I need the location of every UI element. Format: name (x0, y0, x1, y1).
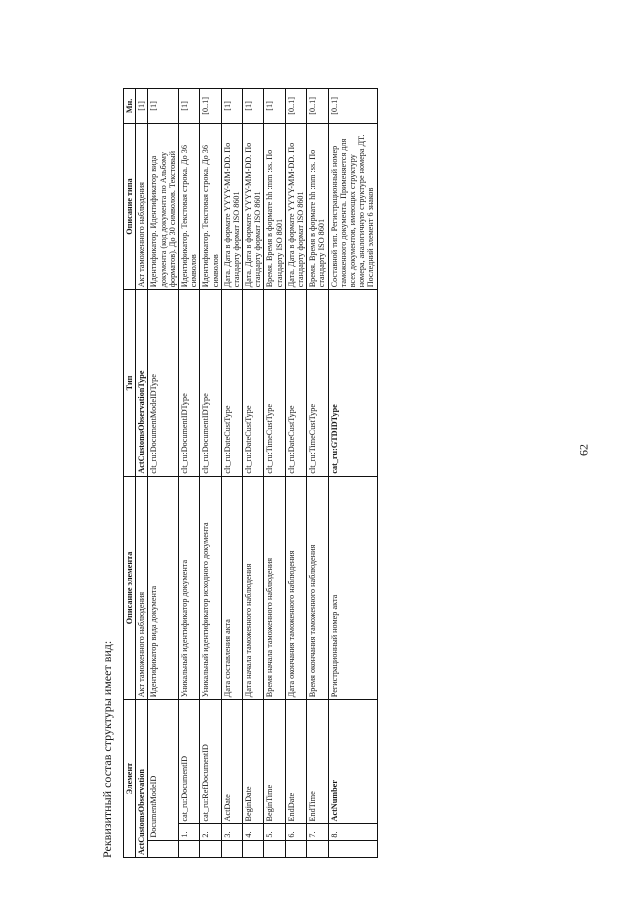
table-row (148, 89, 179, 858)
row-type-description: Дата. Дата в формате YYYY-MM-DD. По стандарту формат ISO 8601 (221, 123, 242, 289)
row-element: ActNumber (328, 700, 377, 824)
row-element: ActDate (221, 700, 242, 824)
row-type: clt_ru:DocumentIDType (178, 290, 199, 476)
row-type: clt_ru:DocumentModeIDType (148, 290, 179, 476)
row-indent-cell (178, 840, 199, 857)
row-multiplicity: [0..1] (307, 89, 328, 124)
row-indent-cell (328, 840, 377, 857)
row-element: cat_ru:DocumentID (178, 700, 199, 824)
row-indent-cell (243, 840, 264, 857)
table-header-row (124, 89, 136, 858)
row-element: BeginDate (243, 700, 264, 824)
row-number: 5. (264, 824, 285, 840)
root-type: ActCustomsObservationType (136, 290, 148, 476)
row-element: DocumentModeID (148, 700, 179, 840)
row-type: cat_ru:GTDIDType (328, 290, 377, 476)
row-type-description: Составной тип. Регистрационный номер таможенного документа. Применяется для всех документов, имеющих структуру номера, аналогичную структуре номера ДТ. Последний элемент 6 знаков (328, 123, 377, 289)
row-type: clt_ru:TimeCustType (307, 290, 328, 476)
row-element: BeginTime (264, 700, 285, 824)
row-description: Дата окончания таможенного наблюдения (285, 476, 306, 700)
row-type-description: Дата. Дата в формате YYYY-MM-DD. По стандарту формат ISO 8601 (285, 123, 306, 289)
row-type: clt_ru:DateCustType (221, 290, 242, 476)
root-type-description: Акт таможенного наблюдения (136, 123, 148, 289)
row-type: clt_ru:DocumentIDType (200, 290, 221, 476)
row-number: 6. (285, 824, 306, 840)
page-number: 62 (576, 444, 591, 456)
table-row (221, 89, 242, 858)
root-description: Акт таможенного наблюдения (136, 476, 148, 700)
root-multiplicity: [1] (136, 89, 148, 124)
row-multiplicity: [1] (243, 89, 264, 124)
row-number: 4. (243, 824, 264, 840)
table-row (328, 89, 377, 858)
row-multiplicity: [1] (264, 89, 285, 124)
table-row (264, 89, 285, 858)
row-type-description: Время. Время в формате hh :mm :ss. По стандарту ISO 8601 (264, 123, 285, 289)
header-description: Описание элемента (124, 476, 136, 700)
row-multiplicity: [1] (221, 89, 242, 124)
row-multiplicity: [0..1] (328, 89, 377, 124)
row-indent-cell (148, 840, 179, 857)
row-number: 7. (307, 824, 328, 840)
row-indent-cell (264, 840, 285, 857)
row-type: clt_ru:TimeCustType (264, 290, 285, 476)
row-type: clt_ru:DateCustType (285, 290, 306, 476)
intro-text: Реквизитный состав структуры имеет вид: (100, 640, 114, 858)
row-element: cat_ru:RefDocumentID (200, 700, 221, 824)
row-indent-cell (285, 840, 306, 857)
row-description: Дата составления акта (221, 476, 242, 700)
row-number: 2. (200, 824, 221, 840)
table-row (307, 89, 328, 858)
row-number: 8. (328, 824, 377, 840)
row-description: Регистрационный номер акта (328, 476, 377, 700)
header-type-description: Описание типа (124, 123, 136, 289)
row-element: EndTime (307, 700, 328, 824)
row-type-description: Время. Время в формате hh :mm :ss. По стандарту ISO 8601 (307, 123, 328, 289)
row-indent-cell (307, 840, 328, 857)
row-type-description: Дата. Дата в формате YYYY-MM-DD. По стандарту формат ISO 8601 (243, 123, 264, 289)
row-multiplicity: [0..1] (200, 89, 221, 124)
row-multiplicity: [1] (148, 89, 179, 124)
row-number: 1. (178, 824, 199, 840)
table-row (285, 89, 306, 858)
row-description: Уникальный идентификатор исходного документа (200, 476, 221, 700)
header-multiplicity: Мн. (124, 89, 136, 124)
row-number: 3. (221, 824, 242, 840)
row-type-description: Идентификатор. Идентификатор вида документа (код документа по Альбому форматов). До 30 символов. Текстовый (148, 123, 179, 289)
row-type-description: Идентификатор. Текстовая строка. До 36 символов (178, 123, 199, 289)
table-row (243, 89, 264, 858)
row-type-description: Идентификатор. Текстовая строка. До 36 символов (200, 123, 221, 289)
header-type: Тип (124, 290, 136, 476)
header-element: Элемент (124, 700, 136, 858)
row-description: Время начала таможенного наблюдения (264, 476, 285, 700)
row-description: Идентификатор вида документа (148, 476, 179, 700)
row-element: EndDate (285, 700, 306, 824)
row-description: Дата начала таможенного наблюдения (243, 476, 264, 700)
row-description: Уникальный идентификатор документа (178, 476, 199, 700)
row-indent-cell (200, 840, 221, 857)
row-type: clt_ru:DateCustType (243, 290, 264, 476)
page-content (100, 48, 378, 858)
row-description: Время окончания таможенного наблюдения (307, 476, 328, 700)
row-multiplicity: [0..1] (285, 89, 306, 124)
requisite-table (123, 88, 378, 858)
root-element: ActCustomsObservation (136, 700, 148, 858)
row-multiplicity: [1] (178, 89, 199, 124)
row-indent-cell (221, 840, 242, 857)
table-row-root (136, 89, 148, 858)
table-row (178, 89, 199, 858)
table-row (200, 89, 221, 858)
